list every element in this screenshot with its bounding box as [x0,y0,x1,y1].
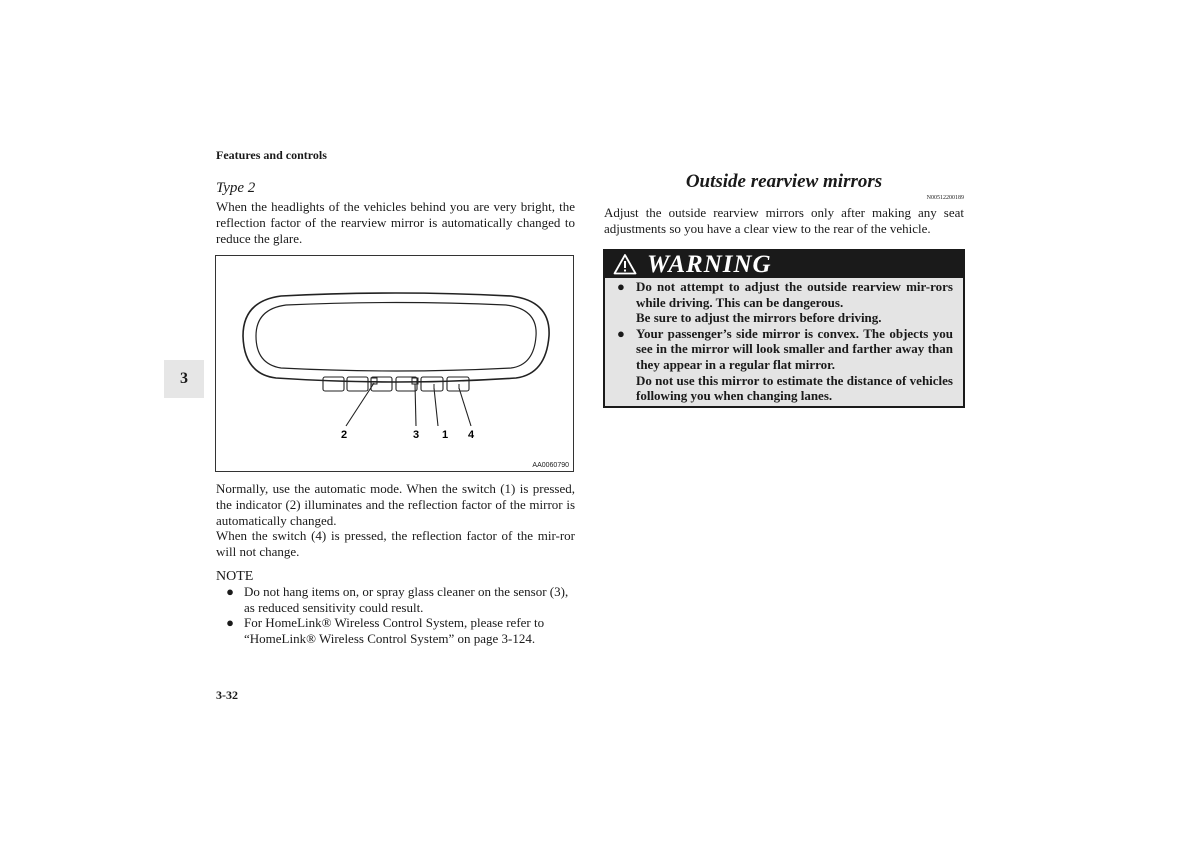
rearview-mirror-illustration [216,256,573,471]
callout-4: 4 [468,429,475,441]
figure-code: AA0060790 [532,462,569,469]
bullet-icon: ● [226,584,234,599]
button-5 [421,377,443,391]
right-intro-text: Adjust the outside rearview mirrors only after making any seat adjustments so you have a clear view to the rear of the vehicle. [604,205,964,236]
note-item [216,615,576,646]
warning-text-1a: Do not attempt to adjust the outside rearview mir-rors while driving. This can be dangerous. [636,279,953,310]
note-list [216,584,576,646]
body-text-2: When the switch (4) is pressed, the reflection factor of the mir-ror will not change. [216,528,575,560]
bullet-icon: ● [617,325,625,341]
warning-text-1b: Be sure to adjust the mirrors before driving. [636,310,882,326]
note-text-1: Do not hang items on, or spray glass cleaner on the sensor (3), as reduced sensitivity could result. [244,584,569,615]
callout-3: 3 [413,429,420,441]
page-number: 3-32 [216,688,238,702]
body-paragraphs [216,481,575,560]
warning-header [605,251,963,278]
note-text-2: For HomeLink® Wireless Control System, please refer to “HomeLink® Wireless Control System” on page 3-124. [244,615,545,646]
warning-text-2a: Your passenger’s side mirror is convex. The objects you see in the mirror will look smaller and farther away than they appear in a regular flat mirror. [636,325,953,372]
bullet-icon: ● [226,615,234,631]
button-1 [323,377,344,391]
callout-1: 1 [442,429,449,441]
callout-2: 2 [341,429,348,441]
button-strip [323,377,469,391]
section-header: Features and controls [216,148,327,162]
warning-text-2b: Do not use this mirror to estimate the distance of vehicles following you when changing lanes. [636,372,953,404]
type-heading: Type 2 [216,180,256,196]
body-text-1: Normally, use the automatic mode. When the switch (1) is pressed, the indicator (2) illuminates and the reflection factor of the mirror is automatically changed. [216,481,575,528]
intro-paragraph [216,199,575,246]
note-label: NOTE [216,569,254,584]
button-2 [347,377,368,391]
callout-leaders [346,383,471,426]
intro-text: When the headlights of the vehicles behind you are very bright, the reflection factor of the rearview mirror is automatically changed to reduce the glare. [216,199,575,246]
mirror-glass [256,303,536,372]
note-item [216,584,576,615]
button-6 [447,377,469,391]
warning-title: WARNING [647,251,772,278]
warning-body [605,278,963,404]
warning-box [603,249,965,408]
warning-triangle-icon [613,253,637,275]
chapter-tab: 3 [164,360,204,398]
right-intro [604,205,964,237]
warning-item [617,326,953,404]
mirror-figure [215,255,574,472]
warning-item [617,279,953,326]
section-heading: Outside rearview mirrors [685,171,883,192]
document-code: N00512200189 [926,195,964,201]
bullet-icon: ● [617,279,625,294]
